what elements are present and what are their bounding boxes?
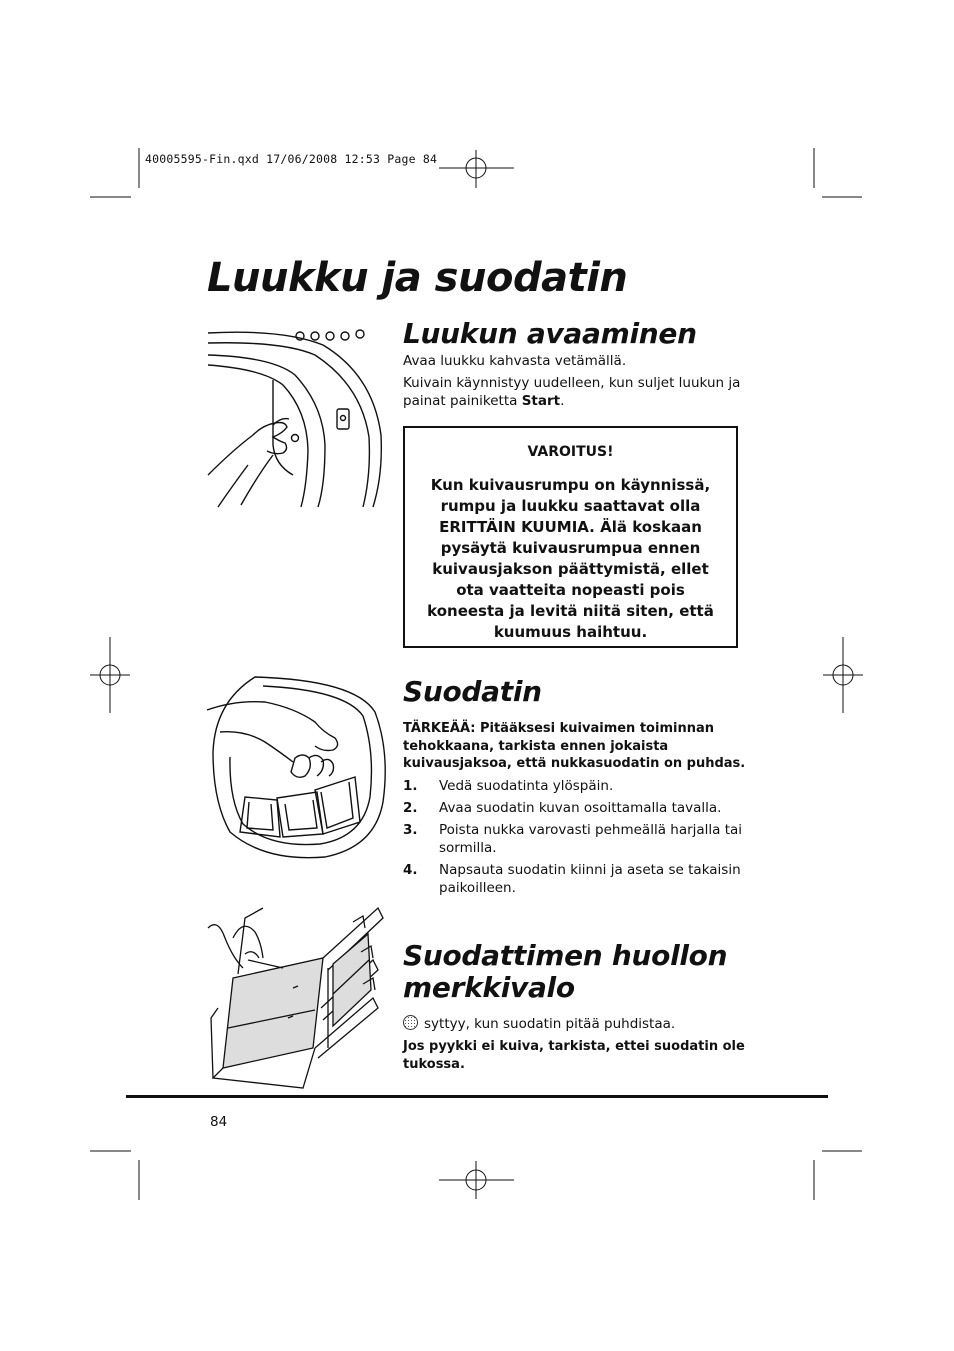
door-text-end: . [560,393,565,409]
file-slug: 40005595-Fin.qxd 17/06/2008 12:53 Page 84 [145,152,438,166]
warning-box [403,426,738,648]
step-text: Avaa suodatin kuvan osoittamalla tavalla. [439,800,722,816]
warning-text: Kun kuivausrumpu on käynnissä, rumpu ja luukku saattavat olla ERITTÄIN KUUMIA. Älä koskaan pysäytä kuivausrumpua ennen kuivausjakson päättymistä, ellet ota vaatteita nopeasti pois koneesta ja levitä niitä siten, että kuumuus haihtuu. [427,476,714,641]
list-item [403,861,758,897]
footer-rule [126,1095,828,1098]
filter-heading: Suodatin [403,675,542,708]
step-number: 4. [403,862,418,878]
step-text: Napsauta suodatin kiinni ja aseta se takaisin paikoilleen. [439,862,741,896]
filter-indicator-icon [403,1015,418,1030]
step-text: Poista nukka varovasti pehmeällä harjalla tai sormilla. [439,822,743,856]
indicator-paragraph-1 [403,1015,758,1033]
step-number: 3. [403,822,418,838]
indicator-paragraph-2: Jos pyykki ei kuiva, tarkista, ettei suodatin ole tukossa. [403,1039,745,1072]
step-number: 1. [403,778,418,794]
filter-pull-illustration [205,672,390,867]
door-text: Kuivain käynnistyy uudelleen, kun suljet luukun ja painat painiketta [403,375,741,409]
indicator-text: syttyy, kun suodatin pitää puhdistaa. [424,1016,676,1032]
warning-title: VAROITUS! [527,444,614,460]
door-opening-illustration [203,325,393,510]
list-item [403,799,758,817]
list-item [403,777,758,795]
door-heading: Luukun avaaminen [403,317,697,350]
step-text: Vedä suodatinta ylöspäin. [439,778,614,794]
list-item [403,821,758,857]
filter-open-illustration [203,898,393,1088]
step-number: 2. [403,800,418,816]
page-number: 84 [210,1114,228,1130]
filter-important: TÄRKEÄÄ: Pitääksesi kuivaimen toiminnan tehokkaana, tarkista ennen jokaista kuivausjaksoa, että nukkasuodatin on puhdas. [403,721,746,771]
indicator-heading: Suodattimen huollon merkkivalo [403,939,728,1004]
page-title: Luukku ja suodatin [207,255,628,301]
start-label: Start [521,393,561,409]
door-paragraph-1: Avaa luukku kahvasta vetämällä. [403,353,627,369]
filter-steps [403,777,758,901]
door-paragraph-2 [403,374,753,410]
